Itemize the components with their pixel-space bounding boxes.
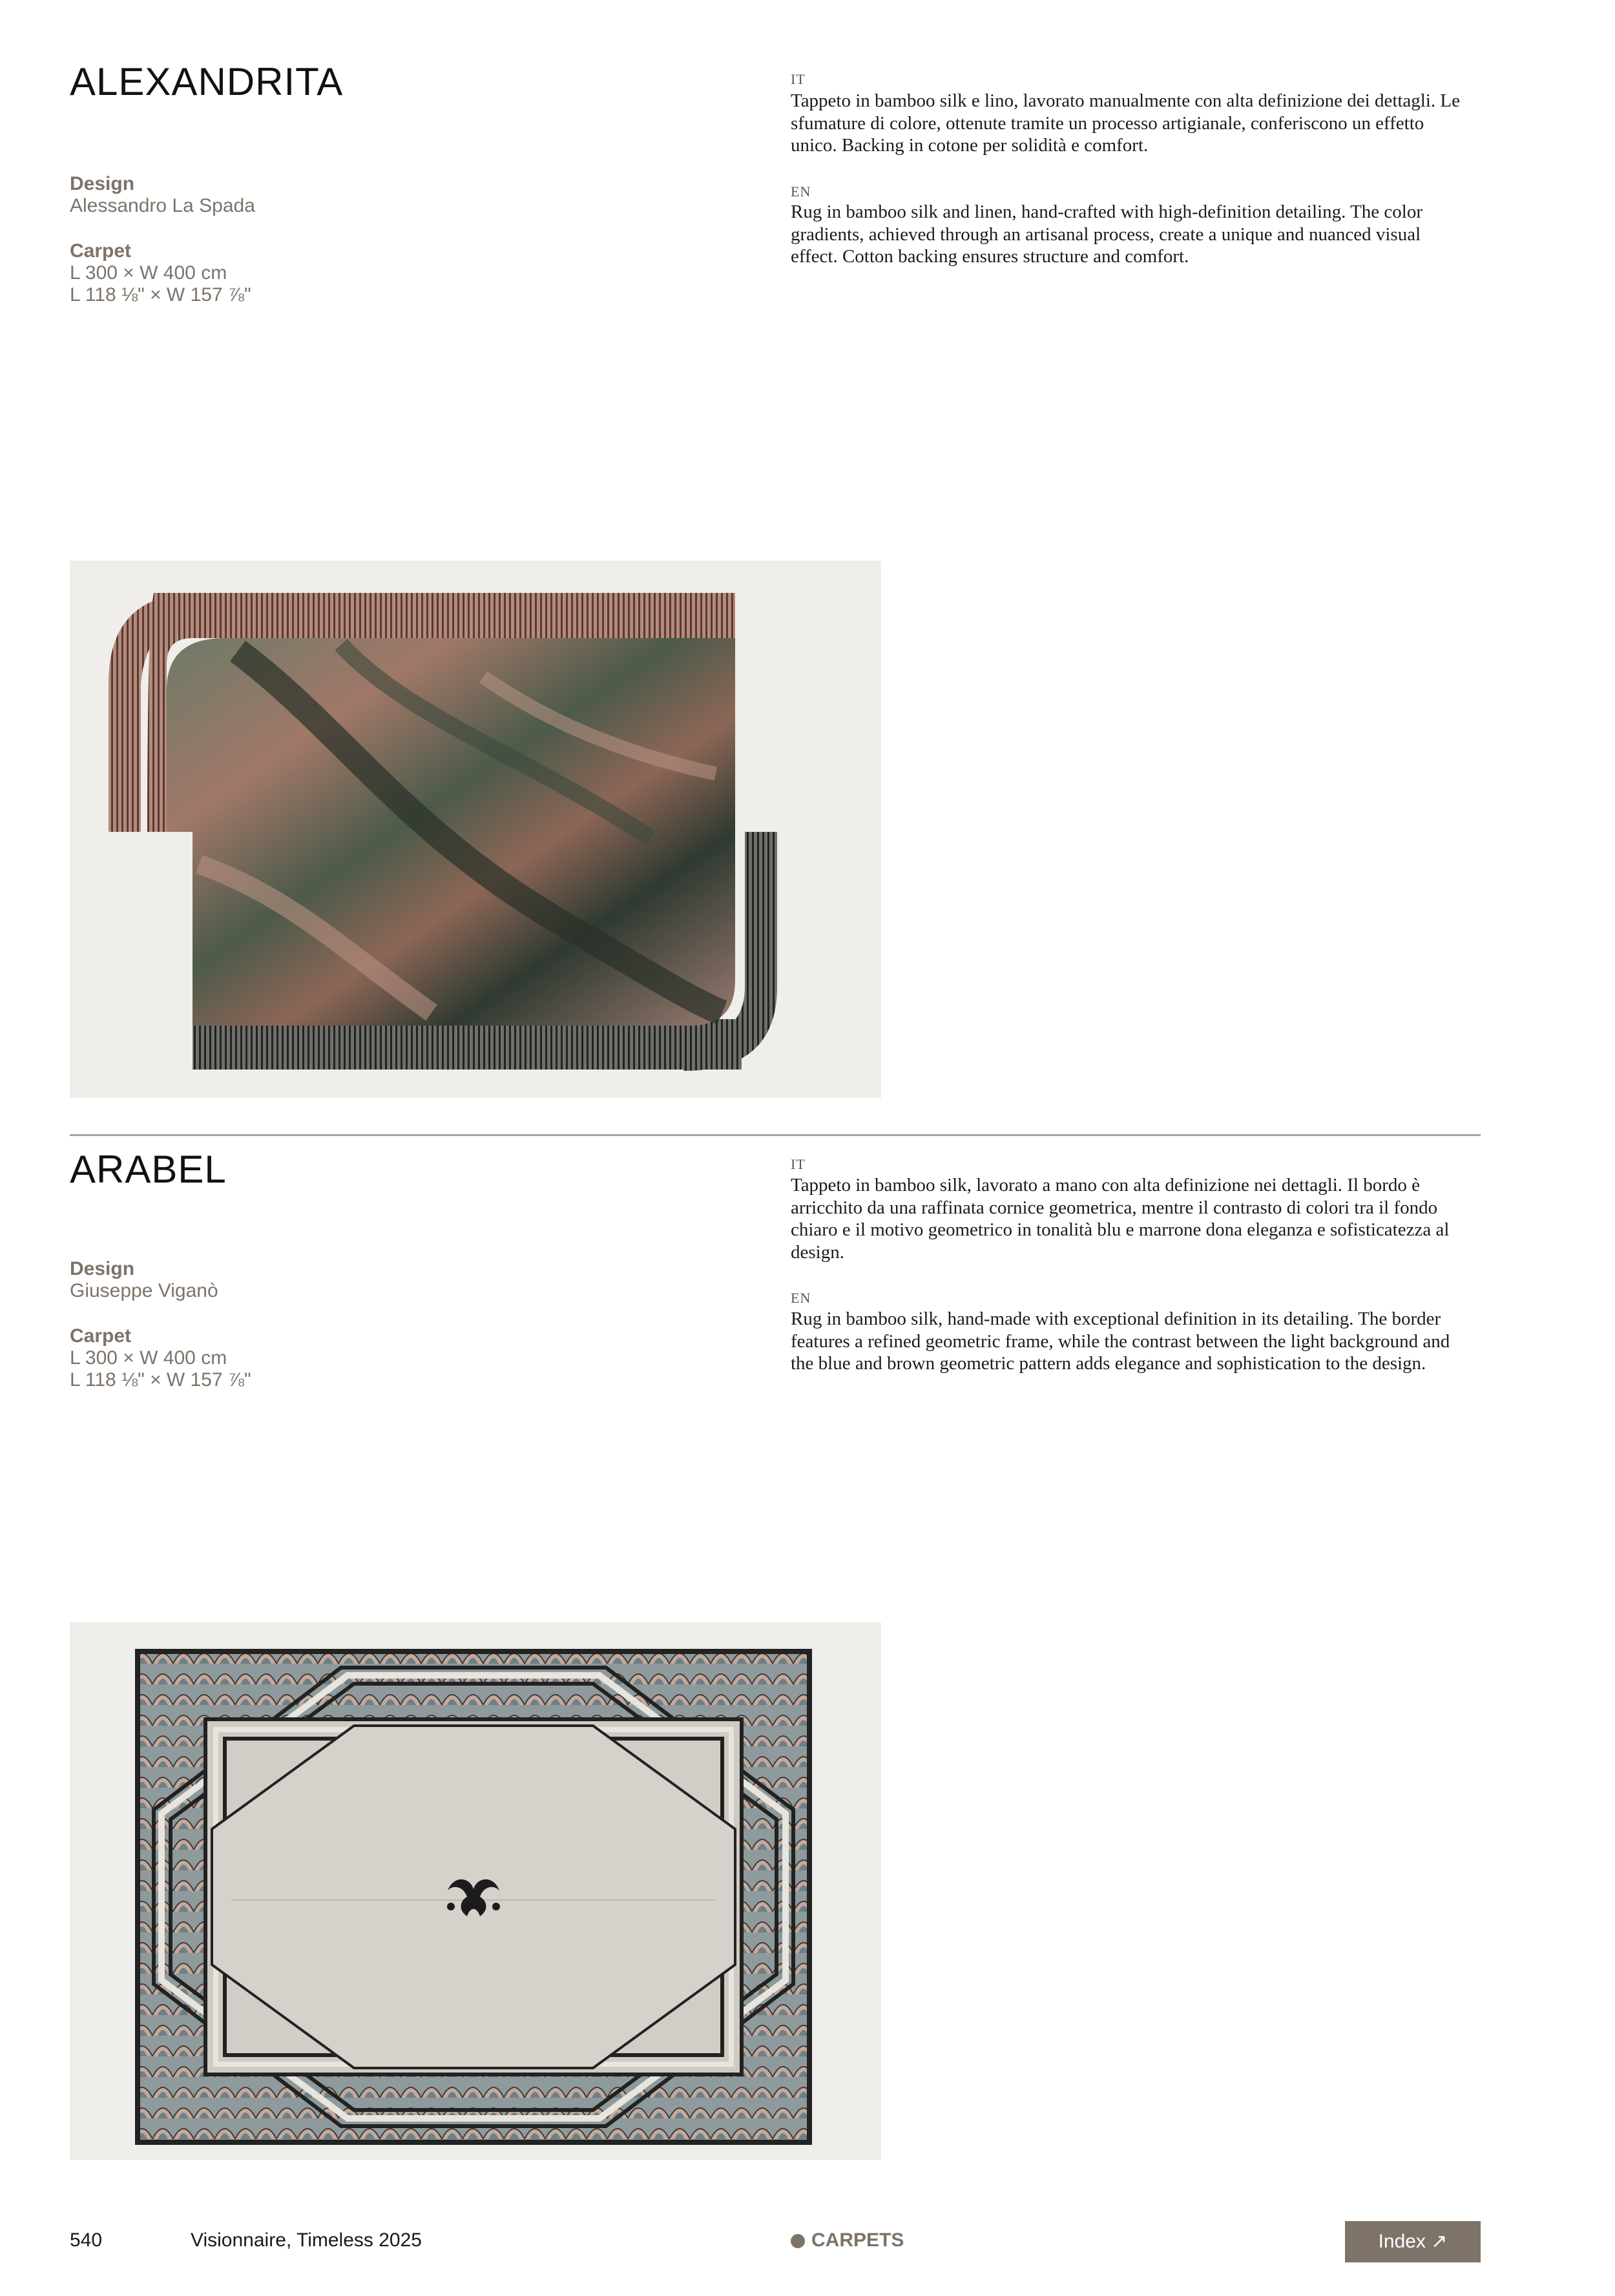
english-description: Rug in bamboo silk and linen, hand-crafted with high-definition detailing. The color gradients, achieved through an artisanal process, create a unique and nuanced visual effect. Cotton backing ensures structure and comfort. [791, 202, 1422, 267]
carpet-label: Carpet [70, 240, 132, 262]
design-label: Design [70, 173, 135, 194]
dimensions-inches: L 118 ⅛" × W 157 ⅞" [70, 1369, 251, 1391]
section-label: CARPETS [811, 2229, 904, 2251]
publication-title: Visionnaire, Timeless 2025 [191, 2229, 422, 2251]
italian-description: Tappeto in bamboo silk, lavorato a mano con alta definizione nei dettagli. Il bordo è arricchito da una raffinata cornice geometrica, mentre il contrasto di colori tra il fondo chiaro e il motivo geometrico in tonalità blu e marrone dona eleganza e sofisticatezza al design. [791, 1175, 1450, 1263]
index-button[interactable]: Index ↗ [1345, 2221, 1481, 2262]
dimensions-cm: L 300 × W 400 cm [70, 1347, 227, 1369]
design-label: Design [70, 1258, 135, 1279]
section-tag[interactable] [791, 2229, 904, 2251]
product-title: ALEXANDRITA [70, 60, 344, 103]
alexandrita-carpet-image [70, 561, 881, 1098]
carpet-label: Carpet [70, 1325, 132, 1347]
designer-name: Alessandro La Spada [70, 195, 255, 216]
english-label: EN [791, 183, 811, 200]
english-description: Rug in bamboo silk, hand-made with exceptional definition in its detailing. The border features a refined geometric frame, while the contrast between the light background and the blue and brown geometric pattern adds elegance and sophistication to the design. [791, 1308, 1450, 1374]
dimensions-cm: L 300 × W 400 cm [70, 262, 227, 284]
italian-label: IT [791, 71, 806, 87]
section-divider [70, 1134, 1481, 1136]
designer-name: Giuseppe Viganò [70, 1280, 218, 1301]
english-label: EN [791, 1290, 811, 1306]
italian-description: Tappeto in bamboo silk e lino, lavorato manualmente con alta definizione dei dettagli. Le sfumature di colore, ottenute tramite un processo artigianale, conferiscono un effetto unico. Backing in cotone per solidità e comfort. [791, 90, 1460, 156]
product-title: ARABEL [70, 1148, 227, 1191]
page-number: 540 [70, 2229, 103, 2251]
italian-label: IT [791, 1156, 806, 1172]
dimensions-inches: L 118 ⅛" × W 157 ⅞" [70, 284, 251, 305]
arabel-carpet-image [70, 1622, 881, 2160]
section-dot-icon [791, 2234, 805, 2248]
